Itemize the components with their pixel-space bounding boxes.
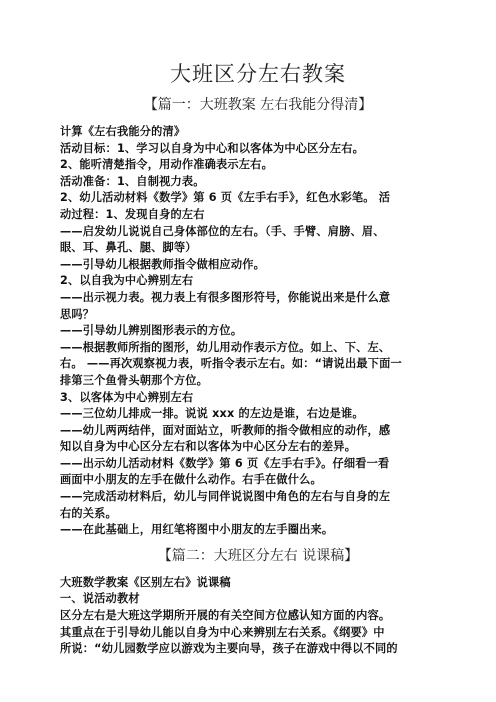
text-line: 3、以客体为中心辨别左右 [60, 390, 194, 404]
text-line: 活动准备：1、自制视力表。 [60, 174, 205, 188]
section-2-body [60, 575, 456, 658]
text-line: ——出示幼儿活动材料《数学》第 6 页《左手右手》。仔细看一看 [60, 456, 390, 470]
document-title: 大班区分左右教案 [170, 62, 346, 86]
text-line: 动过程：1、发现自身的左右 [60, 207, 205, 221]
text-line: 2、幼儿活动材料《数学》第 6 页《左手右手》，红色水彩笔。 活 [60, 191, 391, 205]
text-line: ——三位幼儿排成一排。说说 xxx 的左边是谁，右边是谁。 [60, 407, 364, 421]
section-1-body [60, 124, 456, 539]
text-line: ——在此基础上，用红笔将图中小朋友的左手圈出来。 [60, 523, 334, 537]
section-1-heading: 【篇一：大班教案 左右我能分得清】 [143, 97, 373, 113]
text-line: ——引导幼儿根据教师指令做相应动作。 [60, 257, 265, 271]
text-line: ——启发幼儿说说自己身体部位的左右。（手、手臂、肩膀、眉、 [60, 224, 385, 238]
text-line: ——引导幼儿辨别图形表示的方位。 [60, 324, 243, 338]
text-line: ——完成活动材料后，幼儿与同伴说说图中角色的左右与自身的左 [60, 490, 391, 504]
text-line: 一、说活动教材 [60, 592, 140, 606]
text-line: 画面中小朋友的左手在做什么动作。右手在做什么。 [60, 473, 322, 487]
text-line: 活动目标：1、学习以自身为中心和以客体为中心区分左右。 [60, 141, 365, 155]
text-line: 思吗？ [60, 307, 95, 321]
text-line: ——幼儿两两结伴，面对面站立，听教师的指令做相应的动作，感 [60, 423, 391, 437]
text-line: 2、以自我为中心辨别左右 [60, 274, 194, 288]
text-line: 区分左右是大班这学期所开展的有关空间方位感认知方面的内容。 [60, 609, 391, 623]
text-line: 右。 ——再次观察视力表，听指令表示左右。如：“请说出最下面一 [60, 357, 402, 371]
text-line: 右的关系。 [60, 506, 117, 520]
text-line: 计算《左右我能分的清》 [60, 125, 186, 138]
section-2-heading: 【篇二：大班区分左右 说课稿】 [157, 547, 359, 564]
text-line: 其重点在于引导幼儿能以自身为中心来辨别左右关系。《纲要》中 [60, 625, 385, 639]
text-line: 排第三个鱼骨头朝那个方位。 [60, 373, 209, 387]
text-line: ——根据教师所指的图形，幼儿用动作表示方位。如上、下、左、 [60, 340, 391, 354]
text-line: 眼、耳、鼻孔、腿、脚等） [60, 241, 197, 255]
text-line: 大班数学教案《区别左右》说课稿 [60, 575, 231, 589]
text-line: 知以自身为中心区分左右和以客体为中心区分左右的差异。 [60, 440, 357, 454]
text-line: ——出示视力表。视力表上有很多图形符号，你能说出来是什么意 [60, 290, 391, 304]
text-line: 所说：“幼儿园数学应以游戏为主要向导，孩子在游戏中得以不同的 [60, 642, 398, 656]
text-line: 2、能听清楚指令，用动作准确表示左右。 [60, 158, 273, 172]
